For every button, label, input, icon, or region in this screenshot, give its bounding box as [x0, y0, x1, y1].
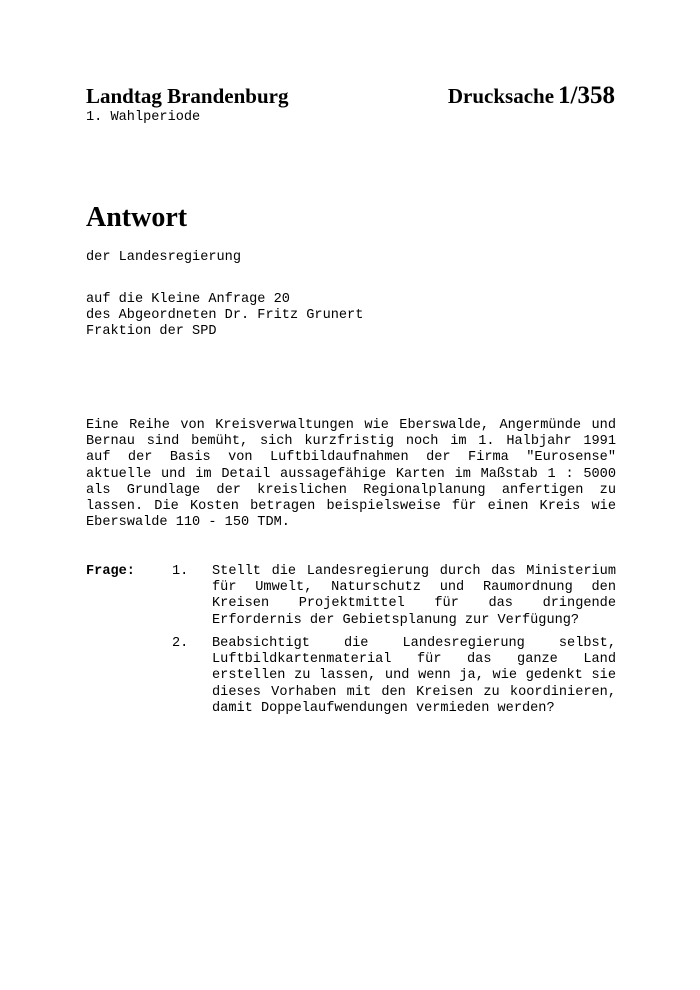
parliament-name: Landtag Brandenburg [86, 84, 289, 108]
question-text [212, 636, 616, 717]
question-line: Kreisen Projektmittel für das dringende [212, 596, 616, 612]
question-line: für Umwelt, Naturschutz und Raumordnung den [212, 580, 616, 596]
question-text [212, 564, 616, 629]
document-title: Antwort [86, 202, 188, 233]
print-number: 1/358 [558, 82, 615, 109]
question-label: Frage: [86, 564, 135, 579]
intro-paragraph [86, 418, 616, 531]
question-line: damit Doppelaufwendungen vermieden werden? [212, 700, 555, 716]
inquiry-line: Fraktion der SPD [86, 324, 217, 340]
question-number: 2. [172, 636, 189, 651]
print-label: Drucksache [447, 84, 555, 108]
question-number: 1. [172, 564, 189, 579]
document-number [448, 82, 615, 110]
from-line: der Landesregierung [86, 250, 241, 265]
paragraph-line: aktuelle und im Detail aussagefähige Karten im Maßstab 1 : 5000 [86, 466, 616, 482]
inquiry-line: des Abgeordneten Dr. Fritz Grunert [86, 308, 364, 324]
question-line: dieses Vorhaben mit den Kreisen zu koordinieren, [212, 684, 616, 700]
question-line: erstellen zu lassen, und wenn ja, wie gedenkt sie [212, 668, 616, 684]
question-line: Luftbildkartenmaterial für das ganze Land [212, 652, 616, 668]
legislative-period: 1. Wahlperiode [86, 110, 201, 125]
inquiry-line: auf die Kleine Anfrage 20 [86, 292, 290, 307]
question-line: Beabsichtigt die Landesregierung selbst, [212, 636, 616, 651]
inquiry-block [86, 292, 363, 341]
paragraph-line: Bernau sind bemüht, sich kurzfristig noch im 1. Halbjahr 1991 [86, 434, 616, 450]
paragraph-line: als Grundlage der kreislichen Regionalplanung anfertigen zu [86, 482, 616, 498]
question-line: Stellt die Landesregierung durch das Ministerium [212, 564, 616, 579]
question-line: Erfordernis der Gebietsplanung zur Verfügung? [212, 612, 580, 628]
paragraph-line: lassen. Die Kosten betragen beispielsweise für einen Kreis wie [86, 499, 616, 515]
paragraph-line: Eine Reihe von Kreisverwaltungen wie Eberswalde, Angermünde und [86, 418, 616, 433]
paragraph-line: Eberswalde 110 - 150 TDM. [86, 515, 290, 531]
paragraph-line: auf der Basis von Luftbildaufnahmen der Firma "Eurosense" [86, 450, 616, 466]
